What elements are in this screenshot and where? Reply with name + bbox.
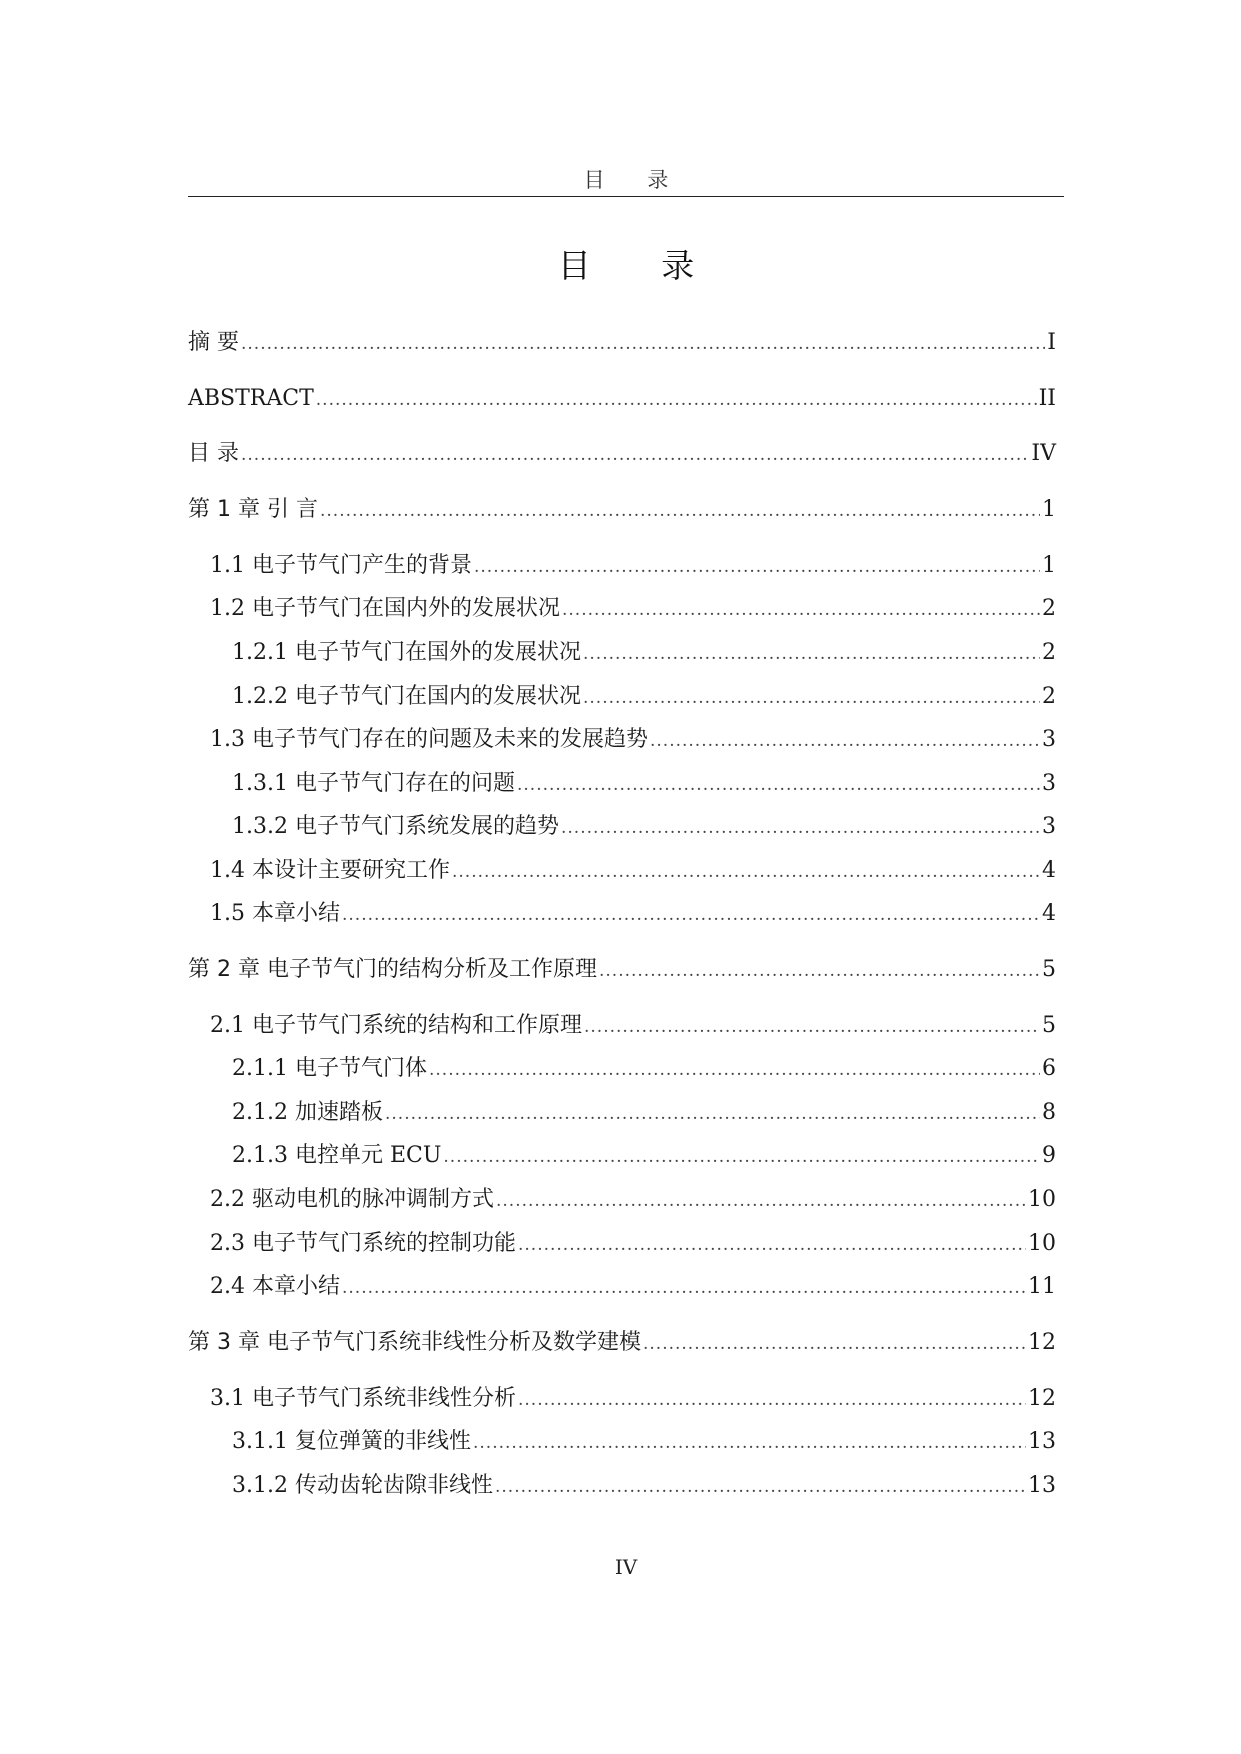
toc-entry-label: 1.1 电子节气门产生的背景	[210, 553, 472, 578]
toc-entry[interactable]	[188, 1052, 1056, 1086]
header-rule	[188, 196, 1064, 197]
toc-entry-page-number: 12	[1028, 1386, 1056, 1411]
toc-entry[interactable]	[188, 854, 1056, 888]
toc-entry[interactable]	[188, 592, 1056, 626]
dot-leader	[241, 438, 1029, 472]
toc-entry-page-number: 4	[1042, 901, 1056, 926]
toc-entry-label: 1.2.1 电子节气门在国外的发展状况	[232, 640, 581, 665]
dot-leader	[518, 1383, 1026, 1417]
toc-entry[interactable]	[188, 1326, 1056, 1360]
toc-entry-page-number: 3	[1042, 727, 1056, 752]
toc-heading: 目 录	[557, 246, 725, 285]
dot-leader	[643, 1327, 1026, 1361]
toc-entry-label: 3.1.1 复位弹簧的非线性	[232, 1429, 471, 1454]
toc-entry-label: 2.4 本章小结	[210, 1274, 340, 1299]
dot-leader	[496, 1184, 1026, 1218]
toc-entry-page-number: 3	[1042, 771, 1056, 796]
toc-entry-page-number: 9	[1042, 1143, 1056, 1168]
toc-entry[interactable]	[188, 1382, 1056, 1416]
toc-entry-label: 目 录	[188, 441, 239, 466]
toc-entry-label: 2.1.3 电控单元 ECU	[232, 1143, 442, 1168]
toc-entry[interactable]	[188, 1469, 1056, 1503]
toc-entry-label: 第 3 章 电子节气门系统非线性分析及数学建模	[188, 1330, 641, 1355]
toc-entry-label: 2.1.2 加速踏板	[232, 1100, 383, 1125]
toc-entry-page-number: 1	[1042, 497, 1056, 522]
toc-entry[interactable]	[188, 767, 1056, 801]
toc-entry-label: ABSTRACT	[188, 386, 314, 411]
toc-entry-label: 2.1.1 电子节气门体	[232, 1056, 427, 1081]
toc-entry-label: 2.2 驱动电机的脉冲调制方式	[210, 1187, 494, 1212]
toc-entry-page-number: 11	[1028, 1274, 1056, 1299]
page-number: IV	[614, 1555, 638, 1579]
toc-entry-label: 第 1 章 引 言	[188, 497, 318, 522]
toc-entry-label: 1.5 本章小结	[210, 901, 340, 926]
dot-leader	[473, 1426, 1026, 1460]
toc-entry[interactable]	[188, 897, 1056, 931]
toc-entry[interactable]	[188, 680, 1056, 714]
dot-leader	[316, 383, 1037, 417]
toc-entry[interactable]	[188, 382, 1056, 416]
toc-entry[interactable]	[188, 1425, 1056, 1459]
toc-entry-label: 2.3 电子节气门系统的控制功能	[210, 1231, 516, 1256]
toc-entry[interactable]	[188, 1096, 1056, 1130]
toc-entry-page-number: 1	[1042, 553, 1056, 578]
toc-entry-page-number: 5	[1042, 1013, 1056, 1038]
dot-leader	[241, 327, 1045, 361]
toc-entry[interactable]	[188, 810, 1056, 844]
toc-entry[interactable]	[188, 437, 1056, 471]
toc-entry-label: 1.3.1 电子节气门存在的问题	[232, 771, 515, 796]
toc-entry-page-number: 2	[1042, 684, 1056, 709]
toc-entry-page-number: 4	[1042, 858, 1056, 883]
toc-entry-label: 摘 要	[188, 330, 239, 355]
toc-entry-page-number: 13	[1028, 1473, 1056, 1498]
toc-entry-label: 第 2 章 电子节气门的结构分析及工作原理	[188, 957, 597, 982]
dot-leader	[342, 1271, 1026, 1305]
toc-entry-page-number: 13	[1028, 1429, 1056, 1454]
toc-entry-page-number: II	[1038, 386, 1056, 411]
toc-entry[interactable]	[188, 1139, 1056, 1173]
toc-entry-label: 3.1.2 传动齿轮齿隙非线性	[232, 1473, 493, 1498]
dot-leader	[385, 1097, 1040, 1131]
toc-entry-page-number: 10	[1028, 1187, 1056, 1212]
dot-leader	[320, 494, 1040, 528]
toc-entry-label: 3.1 电子节气门系统非线性分析	[210, 1386, 516, 1411]
toc-entry[interactable]	[188, 1227, 1056, 1261]
toc-entry[interactable]	[188, 953, 1056, 987]
toc-entry-page-number: 3	[1042, 814, 1056, 839]
dot-leader	[650, 724, 1040, 758]
toc-entry[interactable]	[188, 326, 1056, 360]
toc-entry-page-number: IV	[1031, 441, 1056, 466]
dot-leader	[561, 811, 1040, 845]
toc-entry-page-number: 2	[1042, 596, 1056, 621]
dot-leader	[342, 898, 1040, 932]
toc-entry[interactable]	[188, 1009, 1056, 1043]
toc-entry-page-number: 8	[1042, 1100, 1056, 1125]
toc-entry-label: 1.3.2 电子节气门系统发展的趋势	[232, 814, 559, 839]
toc-entry[interactable]	[188, 636, 1056, 670]
toc-entry-page-number: 5	[1042, 957, 1056, 982]
toc-entry-page-number: I	[1047, 330, 1056, 355]
toc-entry-label: 1.3 电子节气门存在的问题及未来的发展趋势	[210, 727, 648, 752]
dot-leader	[599, 954, 1040, 988]
dot-leader	[583, 637, 1040, 671]
toc-entry-label: 2.1 电子节气门系统的结构和工作原理	[210, 1013, 582, 1038]
dot-leader	[495, 1470, 1026, 1504]
toc-entry-page-number: 12	[1028, 1330, 1056, 1355]
toc-entry[interactable]	[188, 1270, 1056, 1304]
toc-entry-label: 1.4 本设计主要研究工作	[210, 858, 450, 883]
toc-entry[interactable]	[188, 549, 1056, 583]
toc-entry-label: 1.2.2 电子节气门在国内的发展状况	[232, 684, 581, 709]
toc-entry-label: 1.2 电子节气门在国内外的发展状况	[210, 596, 560, 621]
running-header: 目 录	[583, 168, 687, 192]
toc-entry[interactable]	[188, 723, 1056, 757]
toc-entry[interactable]	[188, 493, 1056, 527]
dot-leader	[429, 1053, 1040, 1087]
dot-leader	[584, 1010, 1040, 1044]
toc-entry[interactable]	[188, 1183, 1056, 1217]
toc-entry-page-number: 6	[1042, 1056, 1056, 1081]
dot-leader	[452, 855, 1040, 889]
dot-leader	[474, 550, 1040, 584]
dot-leader	[562, 593, 1040, 627]
toc-entry-page-number: 10	[1028, 1231, 1056, 1256]
dot-leader	[583, 681, 1040, 715]
toc-entry-page-number: 2	[1042, 640, 1056, 665]
dot-leader	[443, 1140, 1040, 1174]
dot-leader	[517, 768, 1040, 802]
dot-leader	[518, 1228, 1026, 1262]
